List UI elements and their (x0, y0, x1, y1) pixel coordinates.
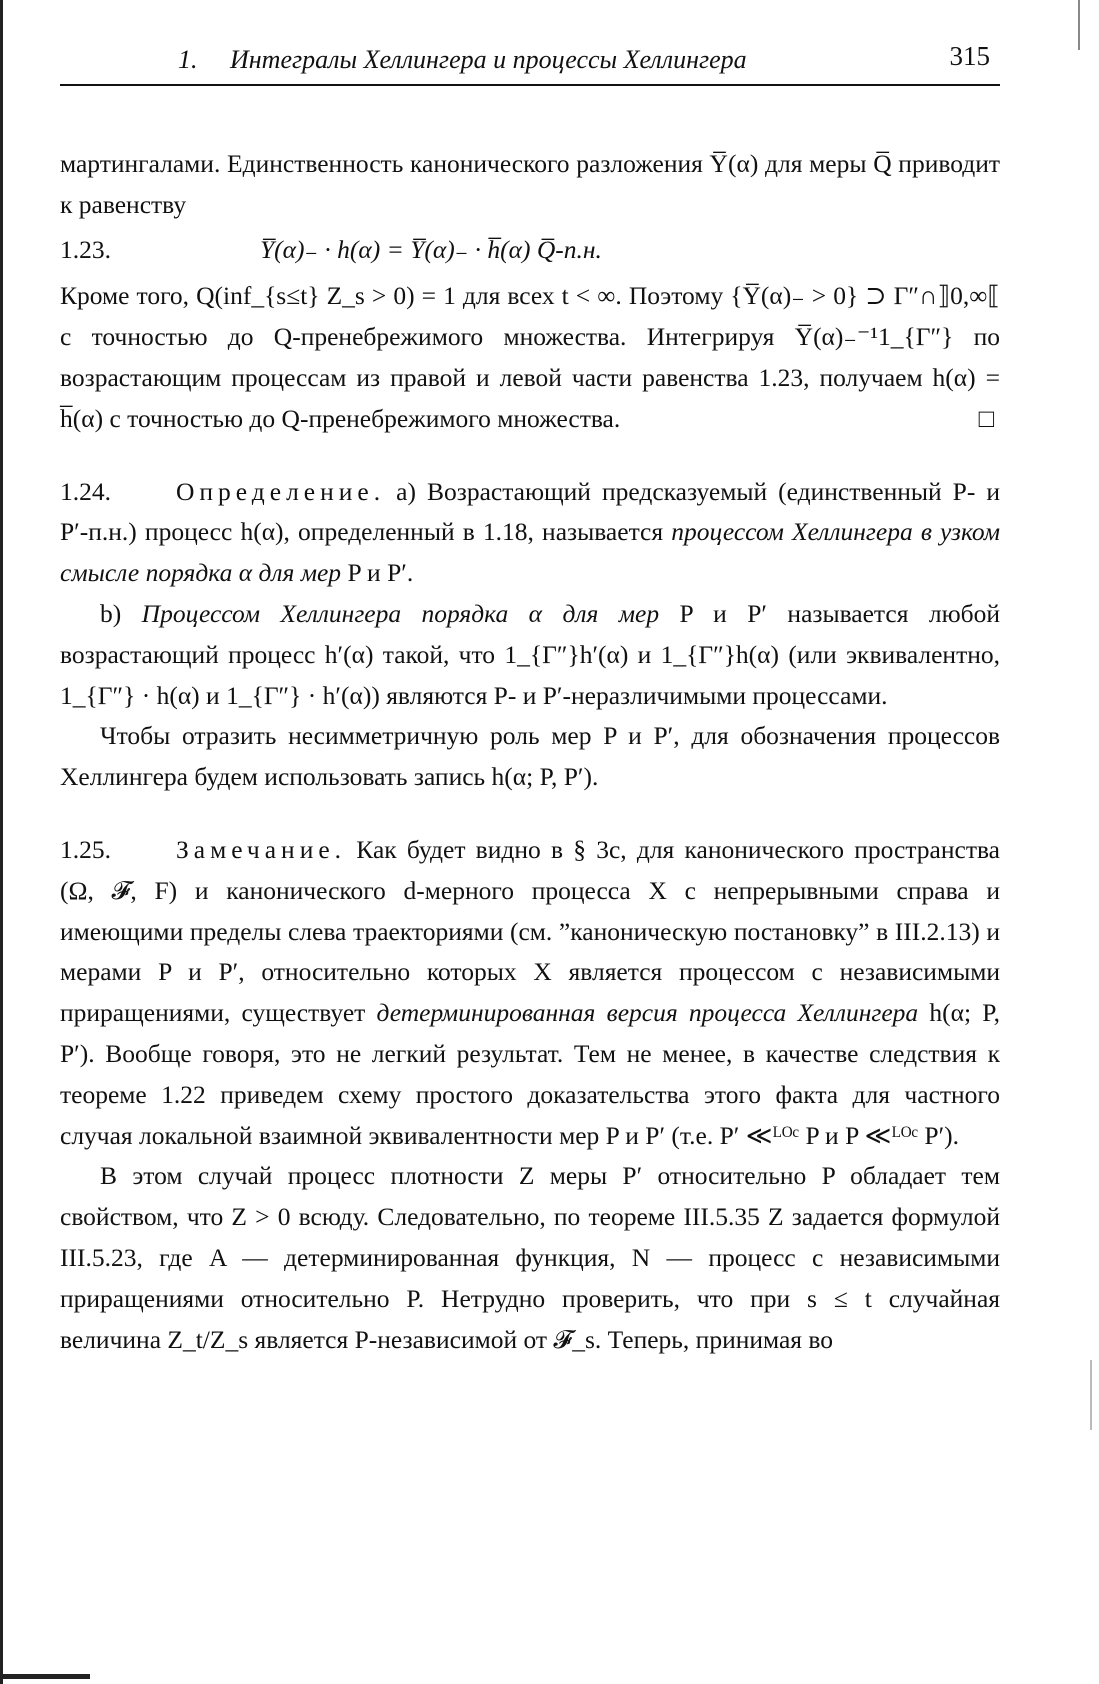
remark-text-1: Как будет видно в § 3c, для канонического пространства (Ω, 𝓕, F) и канонического d-мерного процесса X с непрерывными справа и имеющими пределы слева траекториями (см. ”каноническую постановку” в III.2.13) и мерами P и P′, относительно которых X является процессом с независимыми приращениями, существует (60, 834, 1001, 1028)
equation-1-23 (60, 230, 1000, 271)
paragraph-2 (60, 276, 1000, 439)
remark-heading: Замечание. (176, 834, 347, 864)
scan-edge-bottom (0, 1674, 90, 1679)
paragraph-4: В этом случай процесс плотности Z меры P′ относительно P обладает тем свойством, что Z > 0 всюду. Следовательно, по теореме III.5.35 Z задается формулой III.5.23, где A — детерминированная функция, N — процесс с независимыми приращениями относительно P. Нетрудно проверить, что при s ≤ t случайная величина Z_t/Z_s является P-независимой от 𝓕_s. Теперь, принимая во (60, 1161, 1000, 1354)
definition-b-text: P и P′ называется любой возрастающий процесс h′(α) такой, что 1_{Γ″}h′(α) и 1_{Γ″}h(α) (или эквивалентно, 1_{Γ″} · h(α) и 1_{Γ″} · h′(α)) являются P- и P′-неразличимыми процессами. (60, 598, 1000, 710)
definition-a-text-2: P и P′. (347, 558, 414, 588)
section-number: 1. (178, 45, 198, 74)
remark-term: детерминированная версия процесса Хеллингера (376, 998, 919, 1028)
definition-b-term: Процессом Хеллингера порядка α для мер (141, 598, 660, 628)
scan-edge-left (0, 0, 3, 1684)
remark-1-25 (60, 830, 1000, 1156)
definition-1-24 (60, 472, 1000, 594)
remark-label: 1.25. (60, 834, 111, 864)
equation-label: 1.23. (60, 234, 111, 264)
paragraph-2-text: Кроме того, Q(inf_{s≤t} Z_s > 0) = 1 для всех t < ∞. Поэтому {Y̅(α)₋ > 0} ⊃ Γ″∩⟧0,∞⟦ с точностью до Q-пренебрежимого множества. Интегрируя Y̅(α)₋⁻¹1_{Γ″} по возрастающим процессам из правой и левой части равенства 1.23, получаем h(α) = h̅(α) с точностью до Q-пренебрежимого множества. (60, 281, 1000, 433)
remark-text-2: h(α; P, P′). Вообще говоря, это не легкий результат. Тем не менее, в качестве следствия к теореме 1.22 приведем схему простого доказательства этого факта для частного случая локальной взаимной эквивалентности мер P и P′ (т.е. P′ ≪ᴸᴼᶜ P и P ≪ᴸᴼᶜ P′). (60, 998, 1001, 1150)
scan-mark-right (1090, 1360, 1092, 1430)
definition-b-marker: b) (100, 598, 122, 628)
definition-b (60, 594, 1000, 716)
paragraph-1: мартингалами. Единственность канонического разложения Y̅(α) для меры Q̅ приводит к равенству (60, 149, 1000, 219)
running-title: Интегралы Хеллингера и процессы Хеллингера (230, 45, 747, 74)
qed-icon: □ (978, 403, 994, 433)
paragraph-3: Чтобы отразить несимметричную роль мер P и P′, для обозначения процессов Хеллингера будем использовать запись h(α; P, P′). (60, 721, 1000, 792)
running-head (60, 40, 1000, 86)
scan-edge-right (1078, 0, 1080, 50)
definition-a-term: процессом Хеллингера в узком смысле порядка α для мер (60, 517, 1000, 588)
definition-label: 1.24. (60, 476, 111, 506)
definition-a-text-1: a) Возрастающий предсказуемый (единственный P- и P′-п.н.) процесс h(α), определенный в 1.18, называется (60, 476, 1001, 547)
page (60, 40, 1000, 1360)
definition-heading: Определение. (176, 476, 386, 506)
page-number: 315 (949, 41, 990, 71)
equation-formula: Y̅(α)₋ · h(α) = Y̅(α)₋ · h̅(α) Q̅-п.н. (260, 234, 602, 264)
